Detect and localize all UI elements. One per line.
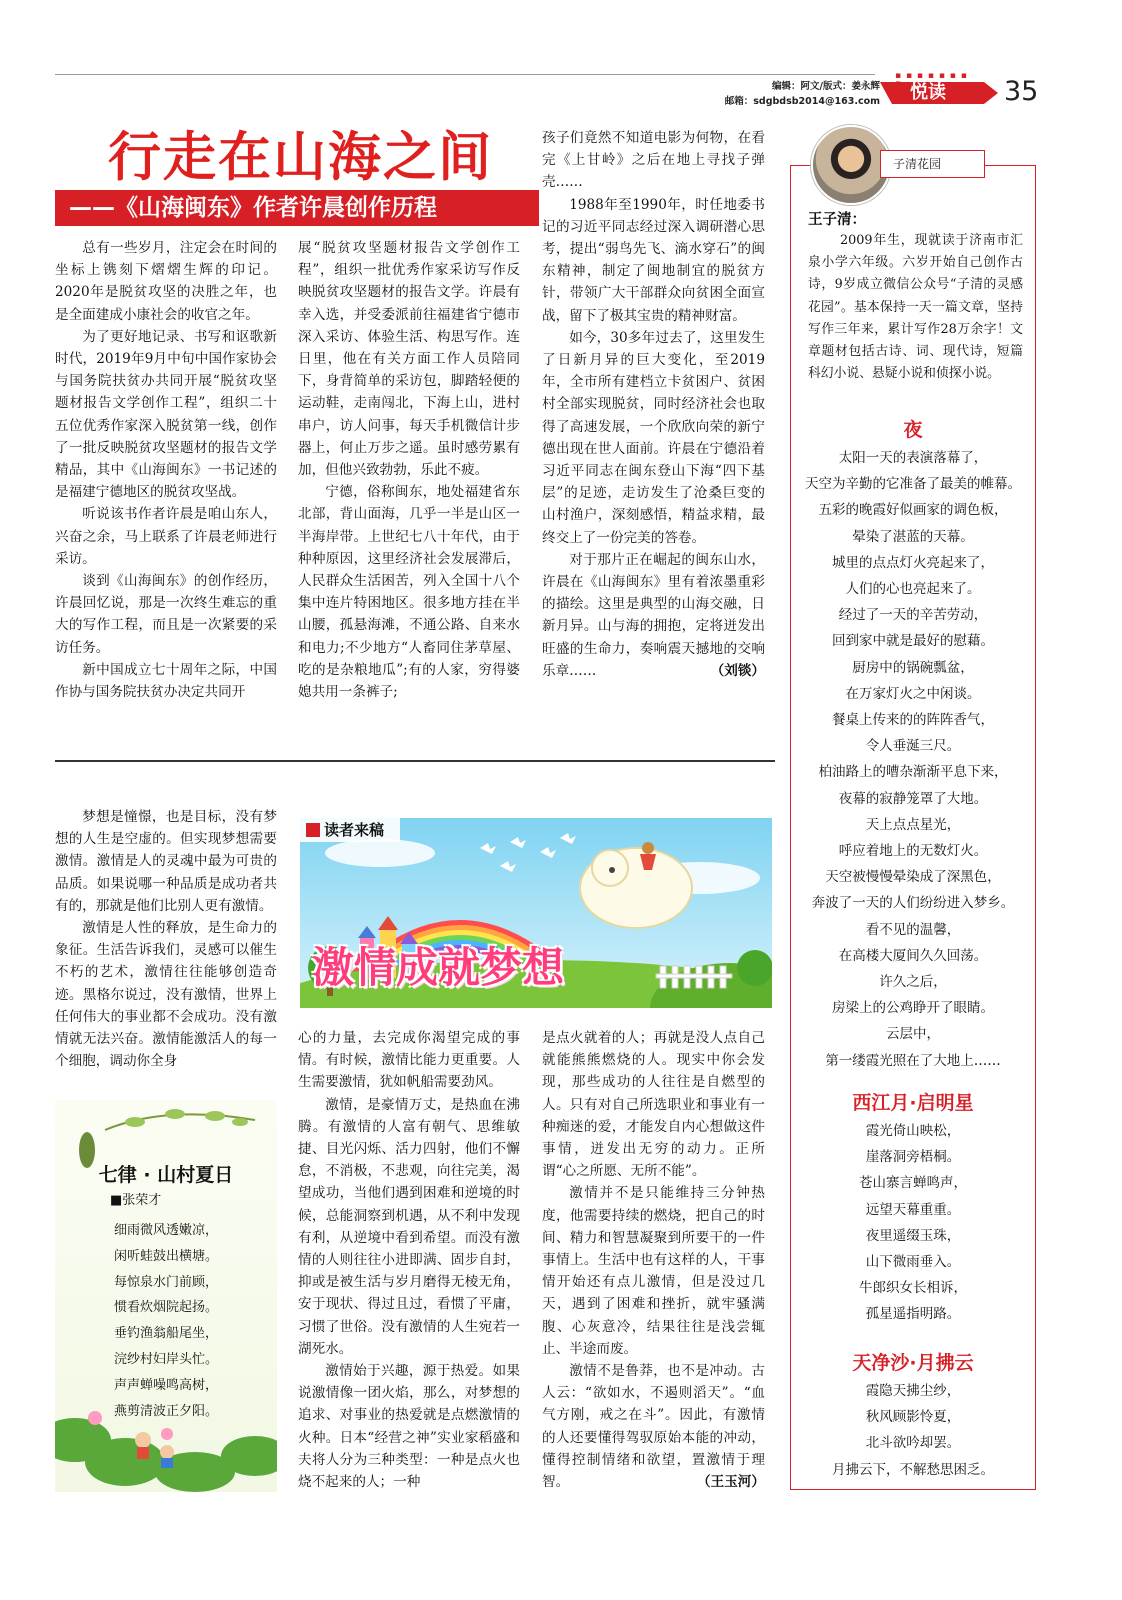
poem-line: 月拂云下，不解愁思困乏。 bbox=[832, 1461, 994, 1478]
poem-line: 夜幕的寂静笼罩了大地。 bbox=[838, 790, 988, 807]
poem-line: 崖落洞旁梧桐。 bbox=[865, 1149, 961, 1166]
poem-line: 城里的点点灯火亮起来了， bbox=[832, 554, 994, 571]
author-avatar bbox=[811, 125, 891, 205]
poem-line: 霞光倚山映松， bbox=[865, 1123, 961, 1139]
paragraph: 激情是人性的释放，是生命力的象征。生活告诉我们，灵感可以催生不朽的艺术，激情往往能够创造奇迹。黑格尔说过，没有激情，世界上任何伟大的事业都不会成功。没有激情就无法兴奋。激情能激活人的每一个细胞，调动你全身 bbox=[55, 920, 277, 1070]
paragraph: 新中国成立七十周年之际，中国作协与国务院扶贫办决定共同开 bbox=[55, 661, 277, 701]
poem-night bbox=[795, 445, 1031, 1074]
top-rule bbox=[55, 74, 875, 75]
poem-box-lines bbox=[55, 1218, 277, 1424]
paragraph: 激情并不是只能维持三分钟热度，他需要持续的燃烧，把自己的时间、精力和智慧凝聚到所要干的一件事情上。生活中也有这样的人，干事情开始还有点儿激情，但是没过几天，遇到了困难和挫折，就牢骚满腹、心灰意冷，结果往往是浅尝辄止、半途而废。 bbox=[542, 1185, 765, 1357]
poem-line: 看不见的温馨， bbox=[865, 921, 961, 938]
poem-box bbox=[55, 1100, 277, 1492]
paragraph: 心的力量，去完成你渴望完成的事情。有时候，激情比能力更重要。人生需要激情，犹如帆船需要劲风。 bbox=[298, 1030, 520, 1091]
poem-line: 秋风顾影怜夏， bbox=[865, 1409, 961, 1426]
paragraph: 激情不是鲁莽，也不是冲动。古人云：“欲如水，不遏则滔天”。“血气方刚，戒之在斗”。因此，有激情的人还要懂得驾驭原始本能的冲动，懂得控制情绪和欲望，置激情于理智。 bbox=[542, 1363, 765, 1491]
poem-line: 浣纱村妇岸头忙。 bbox=[113, 1351, 218, 1367]
article-subtitle: ——《山海闽东》作者许晨创作历程 bbox=[55, 190, 539, 226]
essay-author: （王玉河） bbox=[697, 1474, 765, 1491]
poem-line: 晕染了湛蓝的天幕。 bbox=[852, 528, 974, 545]
paragraph: 激情，是豪情万丈，是热血在沸腾。有激情的人富有朝气、思维敏捷、目光闪烁、活力四射，他们不懈怠，不消极，不悲观，向往完美，渴望成功，当他们遇到困难和逆境的时候，总能洞察到机遇，从不利中发现有利，从逆境中看到希望。而没有激情的人则往往小进即满、固步自封，抑或是被生活与岁月磨得无棱无角，安于现状、得过且过，看惯了平庸，习惯了世俗。没有激情的人生宛若一湖死水。 bbox=[298, 1096, 520, 1357]
poem-line: 孤星遥指明路。 bbox=[865, 1306, 961, 1323]
paragraph: 展“脱贫攻坚题材报告文学创作工程”，组织一批优秀作家采访写作反映脱贫攻坚题材的报告文学。许晨有幸入选，并受委派前往福建省宁德市深入采访、体验生活、构思写作。连日里，他在有关方面工作人员陪同下，身背简单的采访包，脚踏轻便的运动鞋，走南闯北，下海上山，进村串户，访人问事，每天手机微信计步器上，何止万步之遥。虽时感劳累有加，但他兴致勃勃，乐此不疲。 bbox=[298, 240, 520, 479]
editor-line: 编辑：阿文/版式：姜永辉 bbox=[772, 81, 880, 92]
header-dots: ▪ ▪ ▪ ▪ ▪ ▪ ▪ bbox=[895, 71, 968, 81]
author-bio: 2009年生，现就读于济南市汇泉小学六年级。六岁开始自己创作古诗，9岁成立微信公众号“子清的灵感花园”。基本保持一天一篇文章，坚持写作三年来，累计写作28万余字！文章题材包括古诗、词、现代诗，短篇科幻小说、悬疑小说和侦探小说。 bbox=[808, 233, 1023, 382]
article-col-1 bbox=[55, 237, 277, 703]
poem-line: 太阳一天的表演落幕了， bbox=[838, 450, 988, 466]
paragraph: 对于那片正在崛起的闽东山水，许晨在《山海闽东》里有着浓墨重彩的描绘。这里是典型的山海交融，日新月异。山与海的拥抱，定将迸发出旺盛的生命力，奏响震天撼地的交响乐章…… bbox=[542, 551, 765, 679]
section-divider bbox=[55, 760, 775, 762]
poem-line: 燕剪清波正夕阳。 bbox=[113, 1403, 218, 1419]
poem-line: 苍山寨言蝉鸣声， bbox=[859, 1175, 967, 1192]
paragraph: 谈到《山海闽东》的创作经历，许晨回忆说，那是一次终生难忘的重大的写作工程，而且是一次紧要的采访任务。 bbox=[55, 573, 277, 656]
poem-line: 天空为辛勤的它准备了最美的帷幕。 bbox=[805, 476, 1021, 493]
poem-line: 房梁上的公鸡睁开了眼睛。 bbox=[832, 1000, 994, 1017]
paragraph: 梦想是憧憬，也是目标，没有梦想的人生是空虚的。但实现梦想需要激情。激情是人的灵魂中最为可贵的品质。如果说哪一种品质是成功者共有的，那就是他们比别人更有激情。 bbox=[55, 809, 277, 914]
essay-banner bbox=[300, 818, 772, 1008]
poem-line: 回到家中就是最好的慰藉。 bbox=[832, 633, 994, 650]
banner-tag-icon bbox=[306, 823, 320, 837]
paragraph: 1988年至1990年，时任地委书记的习近平同志经过深入调研潜心思考，提出“弱鸟先飞、滴水穿石”的闽东精神，制定了闽地制宜的脱贫方针，带领广大干部群众向贫困全面宣战，留下了极其宝贵的精神财富。 bbox=[542, 196, 765, 324]
section-badge bbox=[880, 82, 998, 104]
poem-box-title: 七律 · 山村夏日 bbox=[98, 1164, 234, 1186]
essay-col-2 bbox=[298, 1027, 520, 1493]
paragraph: 为了更好地记录、书写和讴歌新时代，2019年9月中旬中国作家协会与国务院扶贫办共同开展“脱贫攻坚题材报告文学创作工程”，组织二十五位优秀作家深入脱贫第一线，创作了一批反映脱贫攻坚题材的报告文学精品，其中《山海闽东》一书记述的是福建宁德地区的脱贫攻坚战。 bbox=[55, 328, 277, 501]
poem-line: 第一缕霞光照在了大地上…… bbox=[825, 1052, 1001, 1069]
article-author: （刘锬） bbox=[710, 663, 765, 680]
poem-line: 惯看炊烟院起扬。 bbox=[113, 1300, 218, 1316]
poem-line: 霞隐天拂尘纱， bbox=[865, 1383, 961, 1399]
article-col-2 bbox=[298, 237, 520, 703]
paragraph: 是点火就着的人；再就是没人点自己就能熊熊燃烧的人。现实中你会发现，那些成功的人往往是自燃型的人。只有对自己所选职业和事业有一种痴迷的爱，才能发自内心想做这件事情，迸发出无穷的动力。正所谓“心之所愿、无所不能”。 bbox=[542, 1030, 765, 1180]
paragraph: 如今，30多年过去了，这里发生了日新月异的巨大变化，至2019年，全市所有建档立卡贫困户、贫困村全部实现脱贫，同时经济社会也取得了高速发展，一个欣欣向荣的新宁德出现在世人面前。许晨在宁德沿着习近平同志在闽东登山下海“四下基层”的足迹，走访发生了沧桑巨变的山村渔户，深刻感悟，精益求精，最终交上了一份完美的答卷。 bbox=[542, 329, 765, 546]
poem-line: 声声蝉噪鸣高树， bbox=[113, 1377, 218, 1393]
banner-tag: 读者来稿 bbox=[324, 821, 385, 839]
poem-line: 经过了一天的辛苦劳动， bbox=[838, 607, 988, 624]
poem-line: 人们的心也亮起来了。 bbox=[845, 581, 981, 598]
poem-line: 垂钓渔翁船尾坐， bbox=[113, 1326, 218, 1342]
poem-title-yuefuyun: 天净沙·月拂云 bbox=[852, 1352, 974, 1374]
author-name: 王子清： bbox=[808, 212, 866, 228]
poem-line: 天空被慢慢晕染成了深黑色， bbox=[825, 869, 1001, 886]
poem-line: 奔波了一天的人们纷纷进入梦乡。 bbox=[811, 895, 1015, 912]
paragraph: 孩子们竟然不知道电影为何物，在看完《上甘岭》之后在地上寻找子弹壳…… bbox=[542, 130, 765, 191]
poem-line: 在高楼大厦间久久回荡。 bbox=[838, 947, 988, 964]
poem-line: 牛郎织女长相诉， bbox=[859, 1280, 967, 1297]
poem-title-qiming: 西江月·启明星 bbox=[852, 1092, 974, 1114]
poem-line: 山下微雨垂入。 bbox=[865, 1254, 961, 1271]
poem-line: 在万家灯火之中闲谈。 bbox=[845, 685, 981, 702]
essay-col-1 bbox=[55, 806, 277, 1072]
poem-line: 天上点点星光， bbox=[865, 816, 961, 833]
poem-line: 柏油路上的嘈杂渐渐平息下来， bbox=[818, 764, 1008, 781]
poem-line: 令人垂涎三尺。 bbox=[865, 738, 961, 755]
column-tag: 子清花园 bbox=[893, 157, 942, 171]
poem-box-author: ■张荣才 bbox=[110, 1193, 162, 1208]
poem-line: 闲听蛙鼓出横塘。 bbox=[113, 1248, 218, 1264]
poem-line: 每惊泉水门前顾， bbox=[113, 1274, 218, 1290]
poem-line: 餐桌上传来的的阵阵香气， bbox=[832, 712, 994, 729]
poem-line: 细雨微风透嫩凉， bbox=[113, 1223, 218, 1238]
paragraph: 宁德，俗称闽东，地处福建省东北部，背山面海，几乎一半是山区一半海岸带。上世纪七八十年代，由于种种原因，这里经济社会发展滞后，人民群众生活困苦，列入全国十八个集中连片特困地区。很多地方挂在半山腰，孤悬海滩，不通公路、自来水和电力;不少地方“人畜同住茅草屋、吃的是杂粮地瓜”;有的人家，穷得婆媳共用一条裤子; bbox=[298, 484, 520, 701]
poem-line: 厨房中的锅碗瓢盆， bbox=[852, 659, 974, 676]
poem-yuefuyun bbox=[795, 1378, 1031, 1483]
page-number: 35 bbox=[1004, 76, 1039, 107]
poem-line: 云层中， bbox=[886, 1026, 940, 1043]
paragraph: 激情始于兴趣，源于热爱。如果说激情像一团火焰，那么，对梦想的追求、对事业的热爱就是点燃激情的火种。日本“经营之神”实业家稻盛和夫将人分为三种类型：一种是点火也烧不起来的人；一种 bbox=[298, 1363, 520, 1491]
article-title: 行走在山海之间 bbox=[108, 127, 493, 188]
poem-qiming bbox=[795, 1118, 1031, 1328]
poem-line: 夜里遥缀玉珠， bbox=[865, 1227, 961, 1244]
poem-line: 北斗欲吟却罢。 bbox=[865, 1435, 961, 1452]
poem-line: 五彩的晚霞好似画家的调色板， bbox=[818, 502, 1008, 519]
poem-line: 许久之后， bbox=[879, 974, 947, 991]
essay-title: 激情成就梦想 bbox=[312, 943, 565, 992]
poem-line: 远望天幕重重。 bbox=[865, 1201, 961, 1218]
essay-col-3 bbox=[542, 1027, 765, 1493]
email-line: 邮箱：sdgbdsb2014@163.com bbox=[724, 96, 880, 107]
paragraph: 总有一些岁月，注定会在时间的坐标上镌刻下熠熠生辉的印记。2020年是脱贫攻坚的决胜之年，也是全面建成小康社会的收官之年。 bbox=[55, 240, 277, 323]
poem-line: 呼应着地上的无数灯火。 bbox=[838, 843, 988, 860]
article-col-3 bbox=[542, 127, 765, 682]
section-label: 悦读 bbox=[910, 82, 946, 103]
paragraph: 听说该书作者许晨是咱山东人，兴奋之余，马上联系了许晨老师进行采访。 bbox=[55, 506, 277, 567]
poem-title-night: 夜 bbox=[903, 419, 923, 441]
